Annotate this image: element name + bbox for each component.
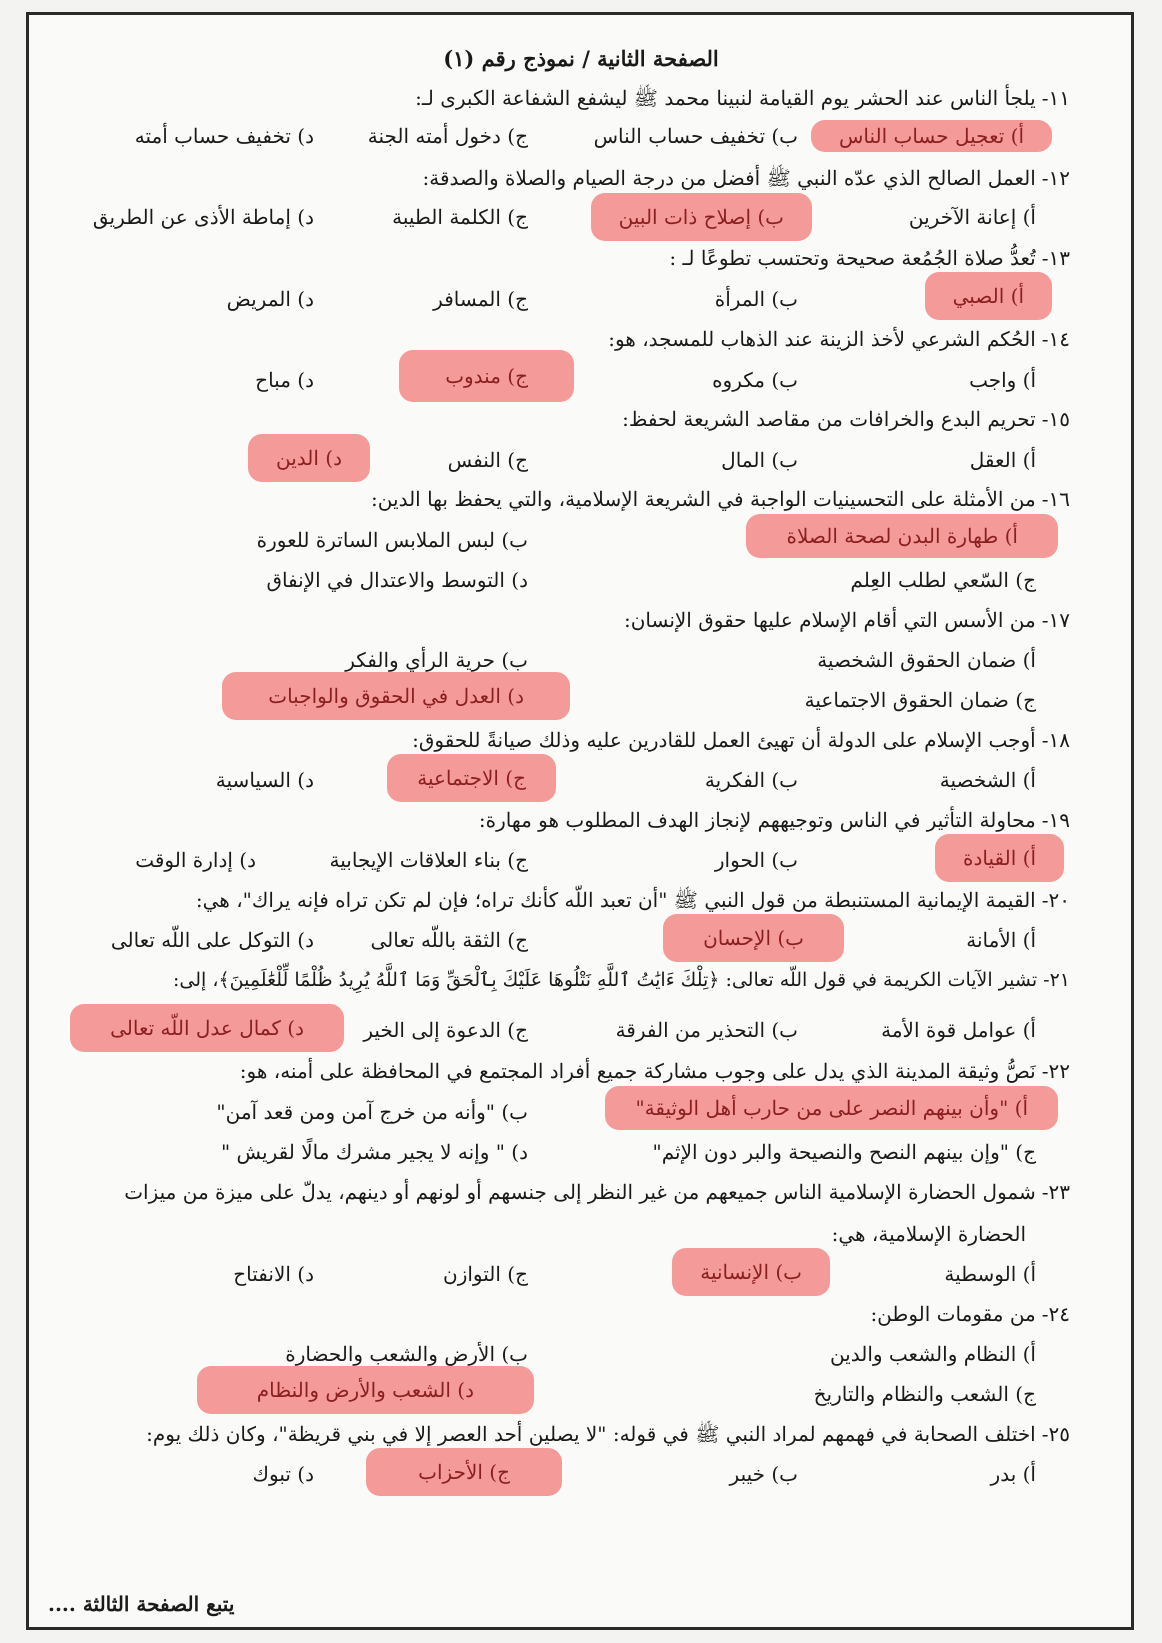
q19-option-a[interactable]: أ) القيادة [935,834,1064,882]
q11-option-a[interactable]: أ) تعجيل حساب الناس [811,120,1052,152]
question-15: ١٥-تحريم البدع والخرافات من مقاصد الشريعة لحفظ: [622,407,1070,431]
question-17: ١٧-من الأسس التي أقام الإسلام عليها حقوق الإنسان: [623,608,1070,632]
question-22: ٢٢-نَصُّ وثيقة المدينة الذي يدل على وجوب مشاركة جميع أفراد المجتمع في المحافظة على أمنه، هو: [239,1059,1070,1083]
q16-option-d[interactable]: د) التوسط والاعتدال في الإنفاق [266,568,528,592]
q25-option-c[interactable]: ج) الأحزاب [366,1448,562,1496]
question-19: ١٩-محاولة التأثير في الناس وتوجيههم لإنجاز الهدف المطلوب هو مهارة: [478,808,1070,832]
q17-option-d[interactable]: د) العدل في الحقوق والواجبات [222,672,570,720]
q17-option-b[interactable]: ب) حرية الرأي والفكر [345,648,528,672]
q11-option-b[interactable]: ب) تخفيف حساب الناس [593,124,798,148]
q19-option-c[interactable]: ج) بناء العلاقات الإيجابية [329,848,528,872]
question-12: ١٢-العمل الصالح الذي عدّه النبي ﷺ أفضل من درجة الصيام والصلاة والصدقة: [422,166,1070,190]
q20-option-a[interactable]: أ) الأمانة [966,928,1036,952]
question-18: ١٨-أوجب الإسلام على الدولة أن تهيئ العمل للقادرين عليه وذلك صيانةً للحقوق: [412,728,1070,752]
q12-option-d[interactable]: د) إماطة الأذى عن الطريق [92,205,314,229]
question-23-continued: الحضارة الإسلامية، هي: [831,1222,1026,1246]
q25-option-d[interactable]: د) تبوك [252,1462,314,1486]
q24-option-a[interactable]: أ) النظام والشعب والدين [829,1342,1036,1366]
q19-option-b[interactable]: ب) الحوار [714,848,798,872]
q22-option-c[interactable]: ج) "وإن بينهم النصح والنصيحة والبر دون الإثم" [652,1140,1036,1164]
q25-option-a[interactable]: أ) بدر [990,1462,1036,1486]
question-14: ١٤-الحُكم الشرعي لأخذ الزينة عند الذهاب للمسجد، هو: [608,327,1070,351]
q14-option-c[interactable]: ج) مندوب [399,350,574,402]
question-21: ٢١-تشير الآيات الكريمة في قول اللّه تعالى: ﴿تِلْكَ ءَايَٰتُ ٱللَّهِ نَتْلُوهَا عَلَيْكَ بِٱلْحَقِّ وَمَا ٱللَّهُ يُرِيدُ ظُلْمًا لِّلْعَٰلَمِينَ﴾، إلى: [173,969,1070,991]
q21-option-c[interactable]: ج) الدعوة إلى الخير [363,1018,528,1042]
q16-option-a[interactable]: أ) طهارة البدن لصحة الصلاة [746,514,1058,558]
q23-option-b[interactable]: ب) الإنسانية [672,1248,830,1296]
q23-option-c[interactable]: ج) التوازن [443,1262,528,1286]
q21-option-a[interactable]: أ) عوامل قوة الأمة [881,1018,1036,1042]
q16-option-c[interactable]: ج) السّعي لطلب العِلم [850,568,1036,592]
q13-option-a[interactable]: أ) الصبي [925,272,1052,320]
q18-option-b[interactable]: ب) الفكرية [704,768,798,792]
q22-option-b[interactable]: ب) "وأنه من خرج آمن ومن قعد آمن" [216,1100,528,1124]
q19-option-d[interactable]: د) إدارة الوقت [135,848,256,872]
q15-option-d[interactable]: د) الدين [248,434,370,482]
q17-option-c[interactable]: ج) ضمان الحقوق الاجتماعية [804,688,1036,712]
q11-option-d[interactable]: د) تخفيف حساب أمته [134,124,314,148]
q25-option-b[interactable]: ب) خيبر [729,1462,798,1486]
q14-option-b[interactable]: ب) مكروه [712,368,798,392]
q13-option-d[interactable]: د) المريض [226,287,314,311]
page-title: الصفحة الثانية / نموذج رقم (١) [443,46,719,71]
q12-option-b[interactable]: ب) إصلاح ذات البين [591,193,812,241]
q14-option-a[interactable]: أ) واجب [969,368,1036,392]
question-20: ٢٠-القيمة الإيمانية المستنبطة من قول النبي ﷺ "أن تعبد اللّه كأنك تراه؛ فإن لم تكن تراه فإنه يراك"، هي: [195,888,1070,912]
q20-option-c[interactable]: ج) الثقة باللّه تعالى [370,928,528,952]
q18-option-a[interactable]: أ) الشخصية [939,768,1036,792]
question-11: ١١-يلجأ الناس عند الحشر يوم القيامة لنبينا محمد ﷺ ليشفع الشفاعة الكبرى لـ: [415,86,1070,110]
q18-option-d[interactable]: د) السياسية [215,768,314,792]
q24-option-d[interactable]: د) الشعب والأرض والنظام [197,1366,534,1414]
q24-option-c[interactable]: ج) الشعب والنظام والتاريخ [813,1382,1036,1406]
q12-option-a[interactable]: أ) إعانة الآخرين [908,205,1036,229]
q12-option-c[interactable]: ج) الكلمة الطيبة [392,205,528,229]
q20-option-b[interactable]: ب) الإحسان [663,914,844,962]
q20-option-d[interactable]: د) التوكل على اللّه تعالى [110,928,314,952]
q15-option-c[interactable]: ج) النفس [447,448,528,472]
q11-option-c[interactable]: ج) دخول أمته الجنة [367,124,528,148]
question-23: ٢٣-شمول الحضارة الإسلامية الناس جميعهم من غير النظر إلى جنسهم أو لونهم أو دينهم، يدلّ على ميزة من ميزات [124,1180,1070,1204]
q15-option-a[interactable]: أ) العقل [969,448,1036,472]
q23-option-d[interactable]: د) الانفتاح [233,1262,314,1286]
q13-option-b[interactable]: ب) المرأة [714,287,798,311]
continue-note: يتبع الصفحة الثالثة .... [48,1592,235,1616]
q18-option-c[interactable]: ج) الاجتماعية [387,754,556,802]
q24-option-b[interactable]: ب) الأرض والشعب والحضارة [285,1342,528,1366]
q17-option-a[interactable]: أ) ضمان الحقوق الشخصية [817,648,1036,672]
q13-option-c[interactable]: ج) المسافر [433,287,528,311]
question-16: ١٦-من الأمثلة على التحسينيات الواجبة في الشريعة الإسلامية، والتي يحفظ بها الدين: [371,487,1070,511]
question-24: ٢٤-من مقومات الوطن: [870,1302,1070,1326]
q22-option-a[interactable]: أ) "وأن بينهم النصر على من حارب أهل الوثيقة" [605,1086,1058,1130]
question-13: ١٣-تُعدُّ صلاة الجُمُعة صحيحة وتحتسب تطوعًا لـ : [669,246,1070,270]
q14-option-d[interactable]: د) مباح [255,368,314,392]
q22-option-d[interactable]: د) " وإنه لا يجير مشرك مالًا لقريش " [220,1140,528,1164]
question-25: ٢٥-اختلف الصحابة في فهمهم لمراد النبي ﷺ في قوله: "لا يصلين أحد العصر إلا في بني قريظة"، وكان ذلك يوم: [146,1422,1070,1446]
q23-option-a[interactable]: أ) الوسطية [944,1262,1036,1286]
q15-option-b[interactable]: ب) المال [721,448,798,472]
q21-option-d[interactable]: د) كمال عدل اللّه تعالى [70,1004,344,1052]
q16-option-b[interactable]: ب) لبس الملابس الساترة للعورة [256,528,528,552]
q21-option-b[interactable]: ب) التحذير من الفرقة [615,1018,798,1042]
